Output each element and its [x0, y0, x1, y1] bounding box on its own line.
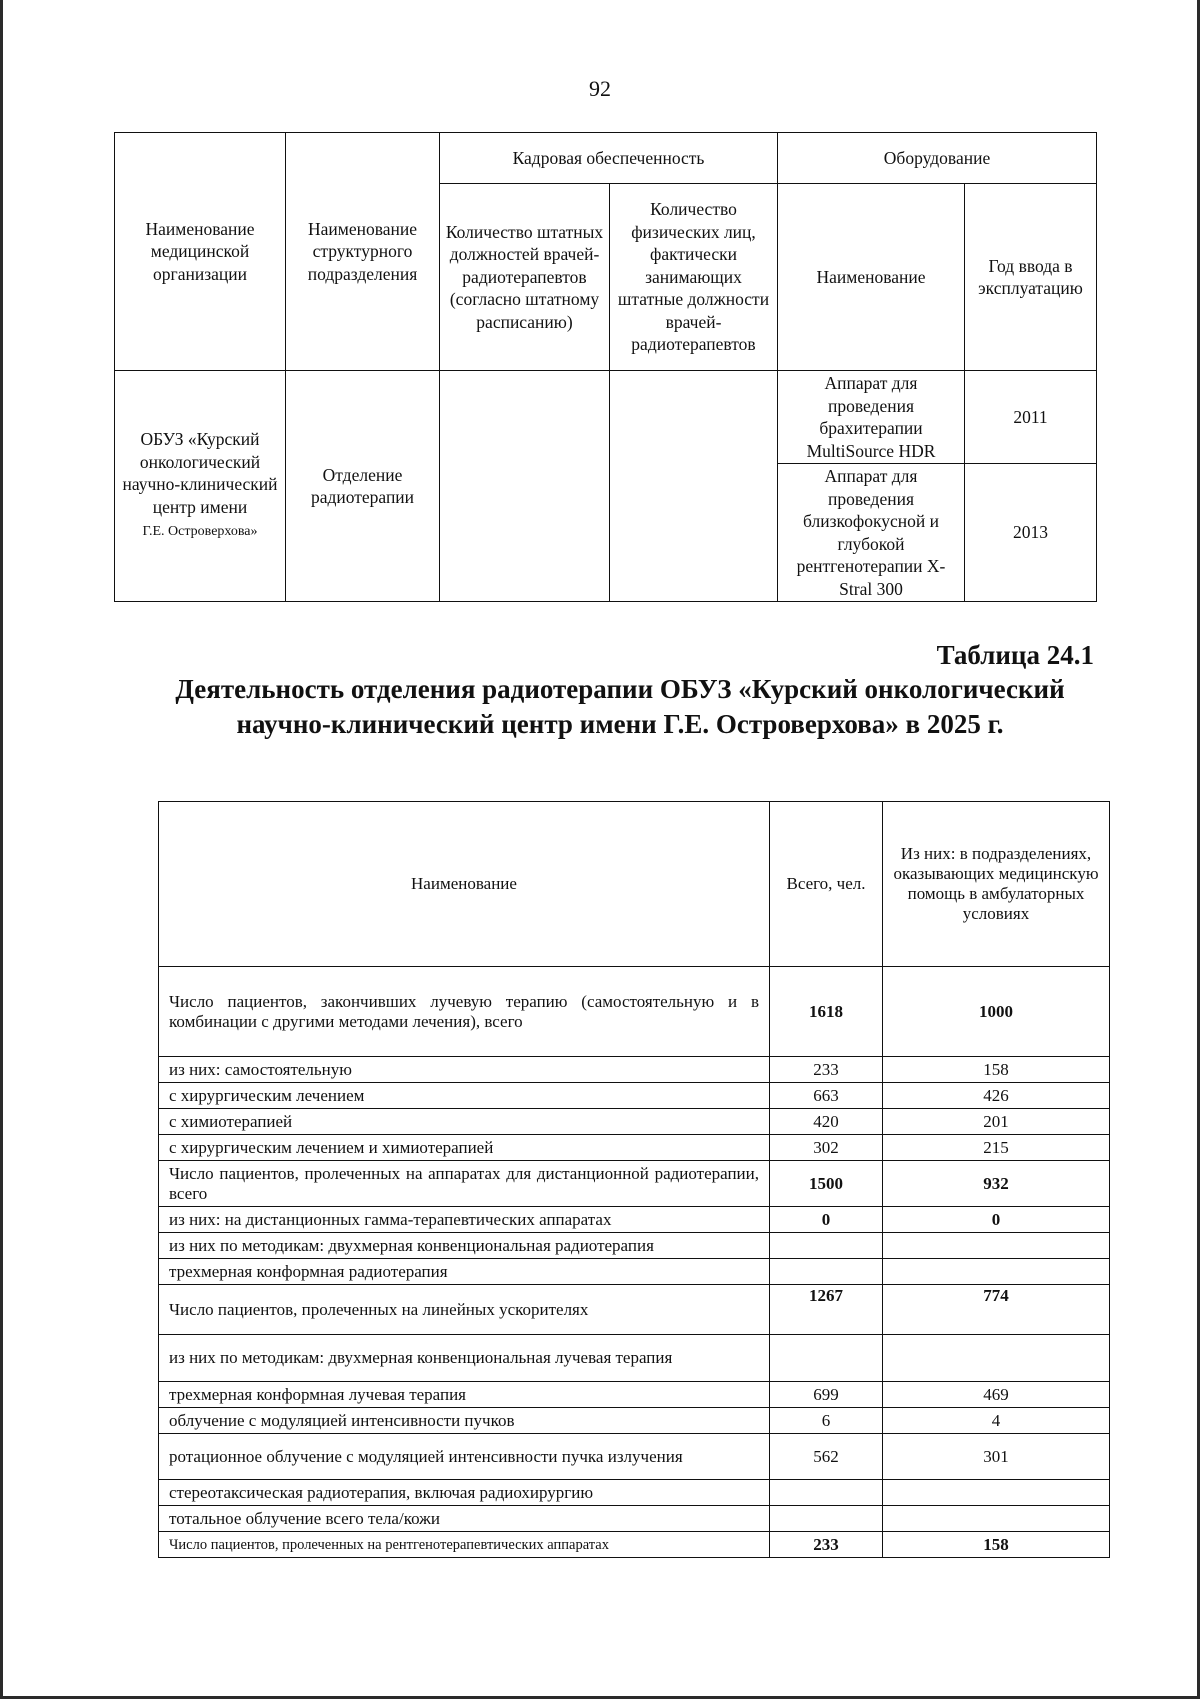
- header-dept: Наименование структурного подразделения: [286, 133, 440, 371]
- equipment-name: Аппарат для проведения близкофокусной и глубокой рентгенотерапии X-Stral 300: [778, 464, 965, 602]
- row-name: стереотаксическая радиотерапия, включая радиохирургию: [159, 1480, 770, 1506]
- table-row: [159, 1135, 1110, 1161]
- header-equip-year: Год ввода в эксплуатацию: [965, 184, 1097, 371]
- table-row: [159, 1161, 1110, 1207]
- table-row: [159, 1532, 1110, 1558]
- row-total: 233: [770, 1532, 883, 1558]
- org-name-person: Г.Е. Островерхова»: [142, 524, 258, 540]
- row-ambulatory: 932: [883, 1161, 1110, 1207]
- staffing-equipment-table: [114, 132, 1097, 602]
- row-total: [770, 1233, 883, 1259]
- table-title: Деятельность отделения радиотерапии ОБУЗ «Курский онкологический научно-клинический центр имени Г.Е. Островерхова» в 2025 г.: [175, 674, 1065, 739]
- row-name: Число пациентов, пролеченных на аппаратах для дистанционной радиотерапии, всего: [159, 1161, 770, 1207]
- table-row: [159, 967, 1110, 1057]
- table-row: [159, 1382, 1110, 1408]
- row-ambulatory: 158: [883, 1057, 1110, 1083]
- staff-persons-value: [610, 371, 778, 602]
- header-ambulatory: Из них: в подразделениях, оказывающих медицинскую помощь в амбулаторных условиях: [883, 802, 1110, 967]
- org-name: ОБУЗ «Курский онкологический научно-клинический центр имени: [122, 429, 278, 517]
- row-name: с хирургическим лечением: [159, 1083, 770, 1109]
- header-staff-persons: Количество физических лиц, фактически занимающих штатные должности врачей-радиотерапевтов: [610, 184, 778, 371]
- row-name: облучение с модуляцией интенсивности пучков: [159, 1408, 770, 1434]
- row-name: с хирургическим лечением и химиотерапией: [159, 1135, 770, 1161]
- radiotherapy-activity-table: [158, 801, 1110, 1558]
- row-ambulatory: 215: [883, 1135, 1110, 1161]
- row-name: с химиотерапией: [159, 1109, 770, 1135]
- header-equipment: Оборудование: [778, 133, 1097, 184]
- row-ambulatory: 158: [883, 1532, 1110, 1558]
- table-row: [159, 1480, 1110, 1506]
- header-total: Всего, чел.: [770, 802, 883, 967]
- row-name: Число пациентов, пролеченных на линейных ускорителях: [159, 1285, 770, 1335]
- header-name: Наименование: [159, 802, 770, 967]
- row-total: 699: [770, 1382, 883, 1408]
- row-total: [770, 1480, 883, 1506]
- row-name: Число пациентов, закончивших лучевую терапию (самостоятельную и в комбинации с другими методами лечения), всего: [159, 967, 770, 1057]
- row-ambulatory: [883, 1506, 1110, 1532]
- row-ambulatory: 4: [883, 1408, 1110, 1434]
- page-number: 92: [589, 76, 611, 101]
- table-row: [159, 1109, 1110, 1135]
- row-ambulatory: [883, 1480, 1110, 1506]
- row-name: трехмерная конформная лучевая терапия: [159, 1382, 770, 1408]
- row-total: 1267: [770, 1285, 883, 1335]
- table-row: [159, 1259, 1110, 1285]
- row-ambulatory: 426: [883, 1083, 1110, 1109]
- row-ambulatory: [883, 1259, 1110, 1285]
- row-total: 6: [770, 1408, 883, 1434]
- row-ambulatory: 469: [883, 1382, 1110, 1408]
- row-total: [770, 1335, 883, 1382]
- row-ambulatory: 301: [883, 1434, 1110, 1480]
- row-name: из них: самостоятельную: [159, 1057, 770, 1083]
- table-number: Таблица 24.1: [936, 640, 1094, 670]
- header-org: Наименование медицинской организации: [115, 133, 286, 371]
- row-total: [770, 1506, 883, 1532]
- staff-positions-value: [440, 371, 610, 602]
- row-total: [770, 1259, 883, 1285]
- header-staff-positions: Количество штатных должностей врачей-радиотерапевтов (согласно штатному расписанию): [440, 184, 610, 371]
- row-name: трехмерная конформная радиотерапия: [159, 1259, 770, 1285]
- dept-name: Отделение радиотерапии: [286, 371, 440, 602]
- row-name: из них по методикам: двухмерная конвенциональная лучевая терапия: [159, 1335, 770, 1382]
- org-name-cell: [115, 371, 286, 602]
- equipment-year: 2011: [965, 371, 1097, 464]
- row-total: 663: [770, 1083, 883, 1109]
- row-ambulatory: [883, 1335, 1110, 1382]
- scan-edge-left: [0, 0, 3, 1699]
- table-row: [159, 1335, 1110, 1382]
- table-row: [159, 1506, 1110, 1532]
- table-row: [159, 1057, 1110, 1083]
- row-total: 0: [770, 1207, 883, 1233]
- equipment-year: 2013: [965, 464, 1097, 602]
- row-name: ротационное облучение с модуляцией интенсивности пучка излучения: [159, 1434, 770, 1480]
- row-name: из них по методикам: двухмерная конвенциональная радиотерапия: [159, 1233, 770, 1259]
- header-equip-name: Наименование: [778, 184, 965, 371]
- row-ambulatory: 774: [883, 1285, 1110, 1335]
- header-staffing: Кадровая обеспеченность: [440, 133, 778, 184]
- row-ambulatory: 1000: [883, 967, 1110, 1057]
- row-ambulatory: 0: [883, 1207, 1110, 1233]
- row-total: 302: [770, 1135, 883, 1161]
- row-total: 1500: [770, 1161, 883, 1207]
- equipment-name: Аппарат для проведения брахитерапии MultiSource HDR: [778, 371, 965, 464]
- table-row: [159, 1408, 1110, 1434]
- table-row: [159, 1285, 1110, 1335]
- row-ambulatory: 201: [883, 1109, 1110, 1135]
- row-total: 1618: [770, 967, 883, 1057]
- row-name: Число пациентов, пролеченных на рентгенотерапевтических аппаратах: [159, 1532, 770, 1558]
- table-row: [159, 1434, 1110, 1480]
- row-total: 420: [770, 1109, 883, 1135]
- row-name: тотальное облучение всего тела/кожи: [159, 1506, 770, 1532]
- row-total: 233: [770, 1057, 883, 1083]
- table-row: [159, 1083, 1110, 1109]
- table-row: [159, 1207, 1110, 1233]
- row-name: из них: на дистанционных гамма-терапевтических аппаратах: [159, 1207, 770, 1233]
- row-total: 562: [770, 1434, 883, 1480]
- row-ambulatory: [883, 1233, 1110, 1259]
- table-row: [159, 1233, 1110, 1259]
